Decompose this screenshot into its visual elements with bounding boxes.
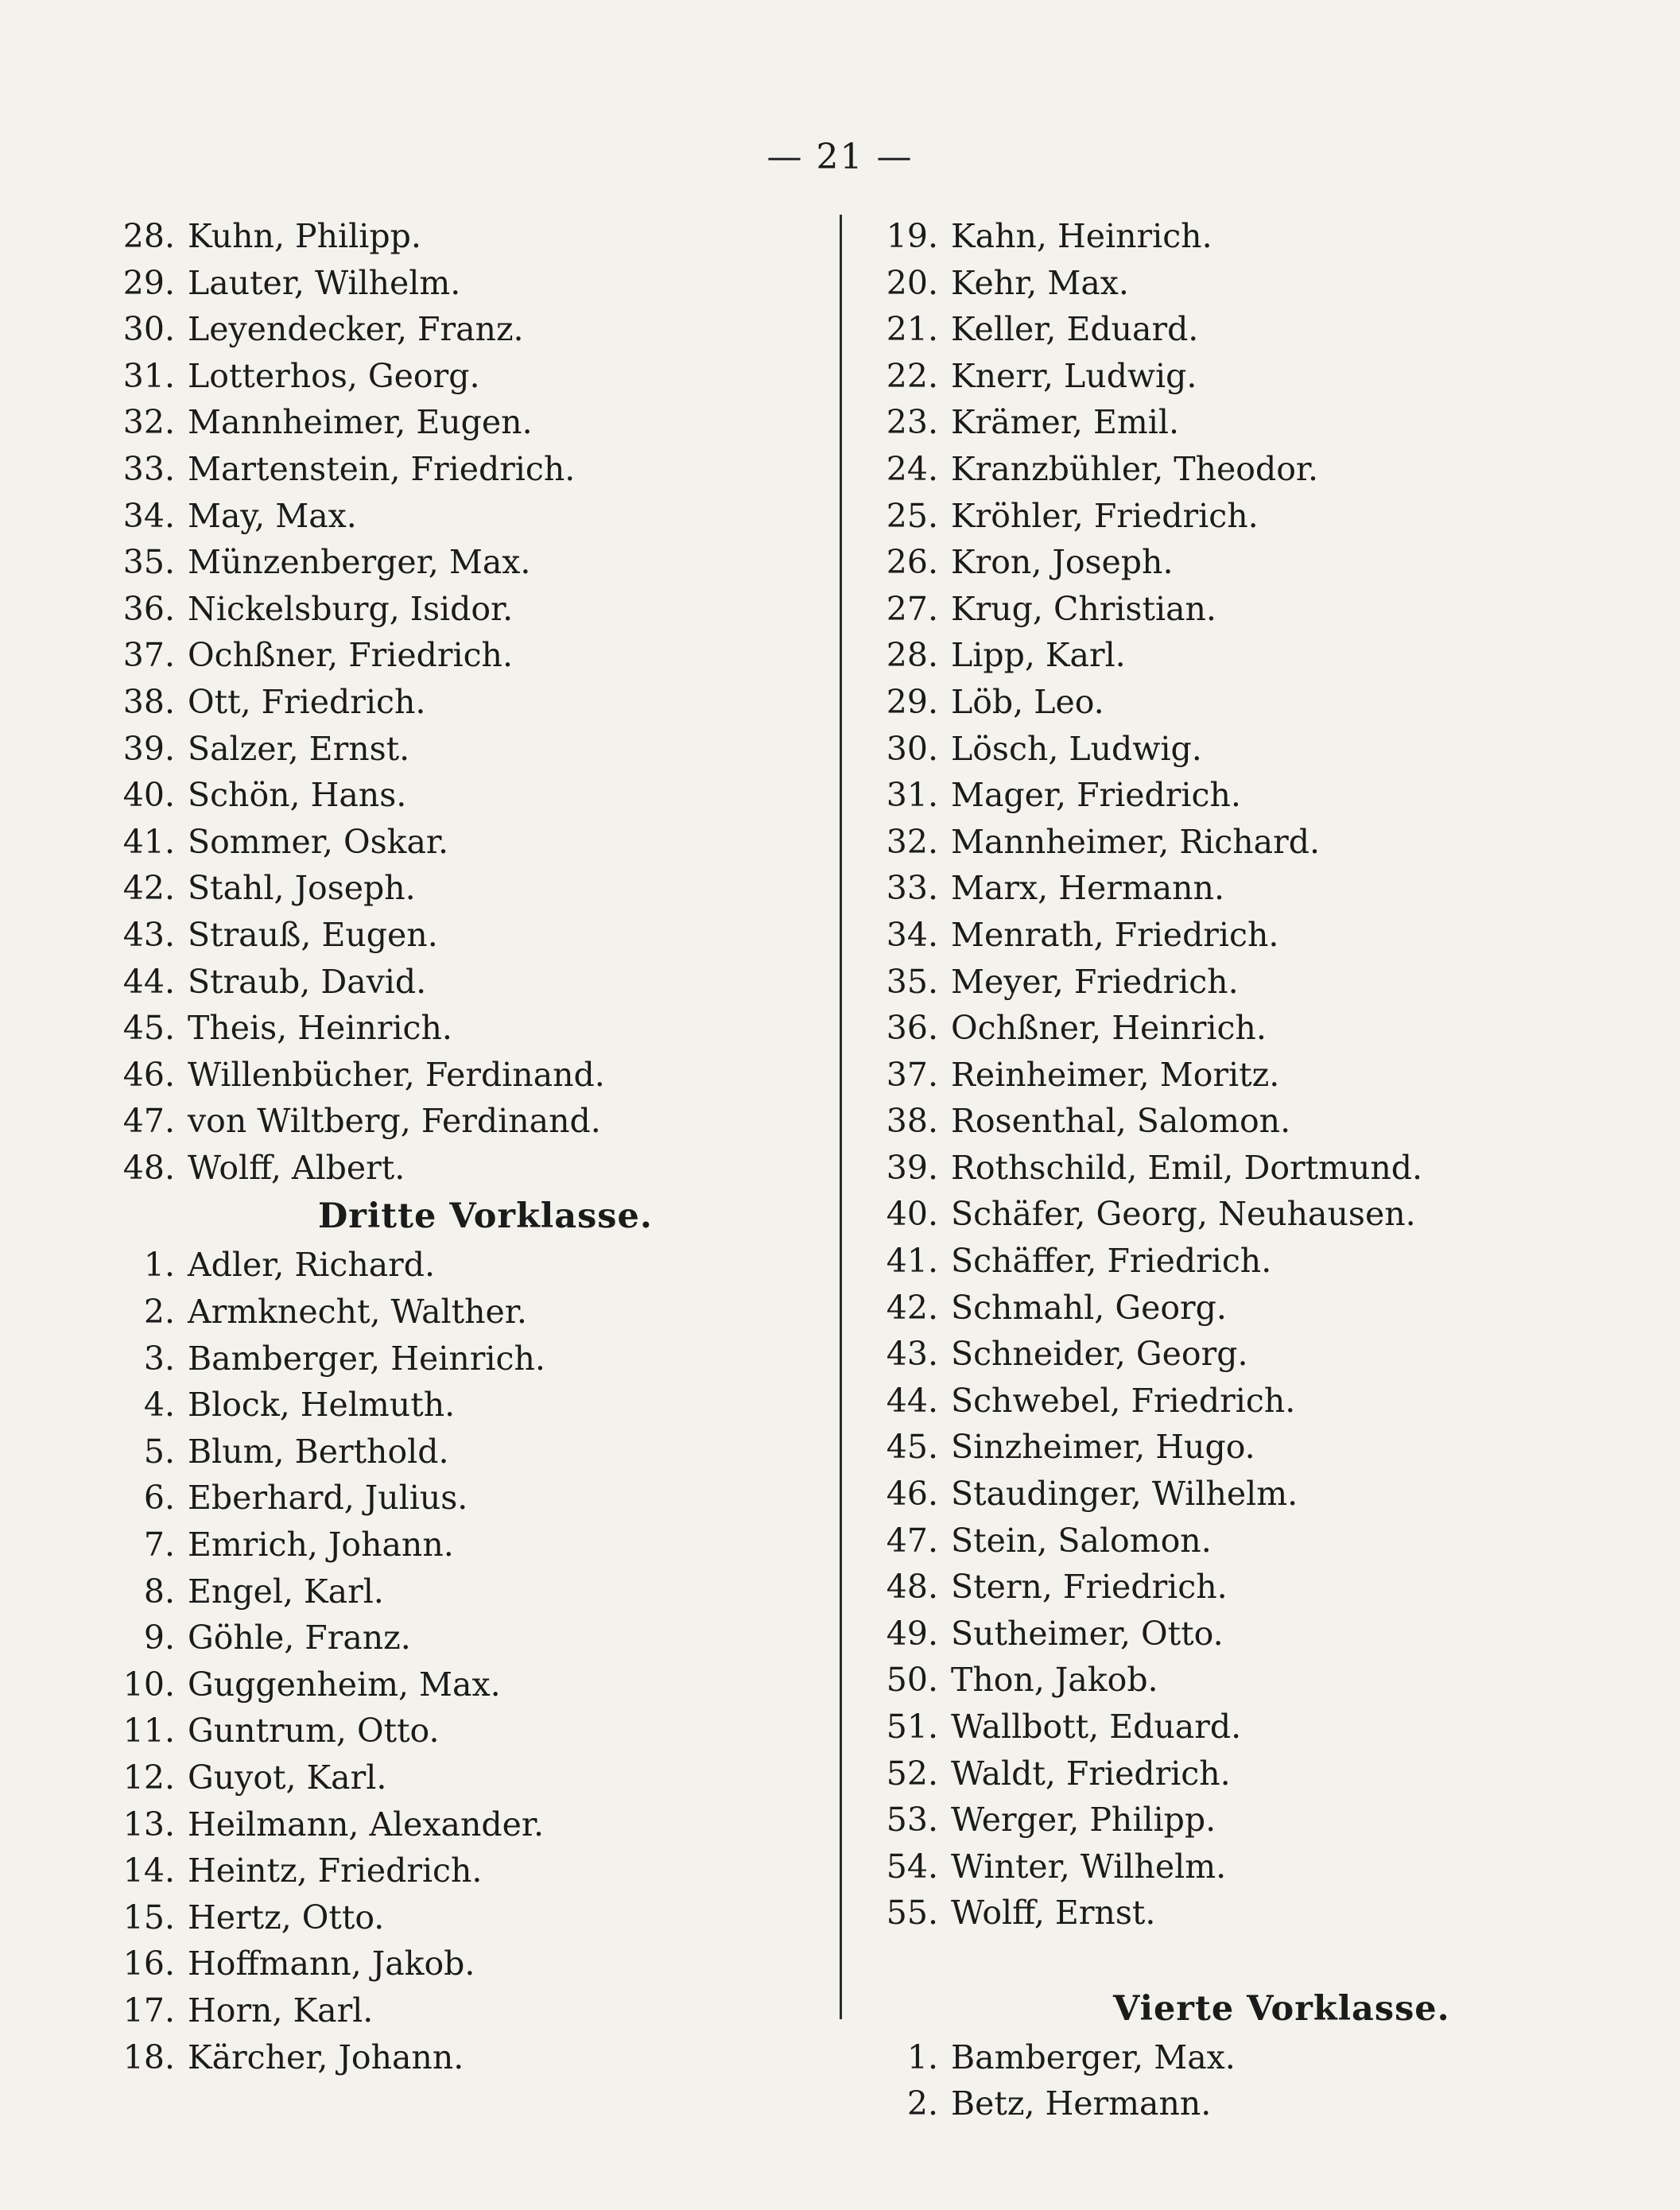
student-name: Schön, Hans.	[188, 776, 407, 815]
item-number: 2.	[143, 1293, 175, 1332]
student-name: Keller, Eduard.	[951, 310, 1199, 349]
student-name: Schneider, Georg.	[951, 1335, 1248, 1374]
list-item	[875, 1751, 1606, 1797]
list-item	[119, 1242, 819, 1289]
item-number: 35.	[886, 962, 938, 1001]
list-item	[875, 679, 1606, 726]
right-column	[875, 213, 1606, 2127]
list-item	[875, 1145, 1606, 1192]
list-item	[119, 260, 819, 307]
list-item	[119, 772, 819, 819]
section-heading-vierte-vorklasse: Vierte Vorklasse.	[1113, 1988, 1450, 2029]
list-item	[875, 306, 1606, 353]
spacer	[875, 1937, 1606, 1983]
item-number: 35.	[122, 543, 175, 582]
item-number: 25.	[886, 496, 938, 535]
item-number: 3.	[143, 1339, 175, 1378]
item-number: 32.	[886, 822, 938, 861]
list-item	[119, 865, 819, 912]
student-name: Heilmann, Alexander.	[188, 1805, 545, 1844]
student-name: Winter, Wilhelm.	[951, 1847, 1227, 1886]
item-number: 24.	[886, 449, 938, 488]
student-name: Heintz, Friedrich.	[188, 1851, 483, 1890]
list-item	[119, 1708, 819, 1754]
list-item	[875, 1611, 1606, 1658]
item-number: 44.	[886, 1381, 938, 1420]
item-number: 34.	[122, 496, 175, 535]
list-item	[119, 1894, 819, 1941]
list-item	[119, 539, 819, 586]
right-list-a	[875, 213, 1606, 1937]
item-number: 55.	[886, 1894, 938, 1933]
student-name: Rosenthal, Salomon.	[951, 1102, 1291, 1141]
list-item	[119, 1098, 819, 1145]
list-item	[119, 213, 819, 260]
student-name: Göhle, Franz.	[188, 1619, 411, 1658]
item-number: 15.	[122, 1898, 175, 1937]
student-name: Strauß, Eugen.	[188, 915, 438, 954]
item-number: 54.	[886, 1847, 938, 1886]
item-number: 27.	[886, 589, 938, 628]
list-item	[875, 1890, 1606, 1937]
left-column	[119, 213, 819, 2080]
student-name: Mager, Friedrich.	[951, 776, 1241, 815]
list-item	[119, 1145, 819, 1192]
item-number: 45.	[122, 1009, 175, 1048]
student-name: Ott, Friedrich.	[188, 682, 426, 721]
item-number: 1.	[906, 2037, 938, 2076]
list-item	[875, 1657, 1606, 1704]
student-name: Münzenberger, Max.	[188, 543, 531, 582]
student-name: Staudinger, Wilhelm.	[951, 1475, 1298, 1514]
student-name: Löb, Leo.	[951, 682, 1104, 721]
student-name: Betz, Hermann.	[951, 2084, 1212, 2123]
item-number: 26.	[886, 543, 938, 582]
list-item	[875, 1098, 1606, 1145]
list-item	[875, 819, 1606, 866]
student-name: Kärcher, Johann.	[188, 2037, 464, 2076]
list-item	[875, 1191, 1606, 1238]
student-name: Rothschild, Emil, Dortmund.	[951, 1148, 1423, 1187]
student-name: Ochßner, Heinrich.	[951, 1009, 1267, 1048]
item-number: 32.	[122, 403, 175, 442]
list-item	[875, 1005, 1606, 1052]
student-name: Adler, Richard.	[188, 1246, 436, 1285]
item-number: 47.	[122, 1102, 175, 1141]
student-name: Emrich, Johann.	[188, 1526, 454, 1564]
student-name: Eberhard, Julius.	[188, 1479, 468, 1518]
student-name: Block, Helmuth.	[188, 1386, 456, 1425]
item-number: 50.	[886, 1661, 938, 1700]
student-name: Theis, Heinrich.	[188, 1009, 452, 1048]
student-name: Kahn, Heinrich.	[951, 217, 1212, 255]
student-name: Sutheimer, Otto.	[951, 1614, 1224, 1653]
list-item	[119, 1522, 819, 1568]
list-item	[119, 2034, 819, 2081]
item-number: 39.	[122, 729, 175, 768]
student-name: Lipp, Karl.	[951, 636, 1126, 675]
list-item	[875, 493, 1606, 540]
item-number: 2.	[906, 2084, 938, 2123]
column-divider	[840, 215, 842, 2019]
list-item	[119, 1941, 819, 1987]
item-number: 45.	[886, 1428, 938, 1467]
student-name: Kranzbühler, Theodor.	[951, 449, 1319, 488]
item-number: 21.	[886, 310, 938, 349]
list-item	[875, 260, 1606, 307]
item-number: 17.	[122, 1991, 175, 2030]
student-name: Menrath, Friedrich.	[951, 915, 1279, 954]
student-name: Armknecht, Walther.	[188, 1293, 527, 1332]
item-number: 28.	[122, 217, 175, 255]
student-name: Martenstein, Friedrich.	[188, 449, 576, 488]
student-name: Meyer, Friedrich.	[951, 962, 1239, 1001]
item-number: 31.	[886, 776, 938, 815]
item-number: 43.	[122, 915, 175, 954]
student-name: Kron, Joseph.	[951, 543, 1174, 582]
student-name: Mannheimer, Richard.	[951, 822, 1320, 861]
item-number: 20.	[886, 263, 938, 302]
student-name: Krämer, Emil.	[951, 403, 1180, 442]
item-number: 7.	[143, 1526, 175, 1564]
item-number: 33.	[886, 869, 938, 908]
student-name: Straub, David.	[188, 962, 427, 1001]
list-item	[119, 726, 819, 773]
left-list-a	[119, 213, 819, 1191]
student-name: Nickelsburg, Isidor.	[188, 589, 514, 628]
list-item	[875, 1704, 1606, 1751]
student-name: Hoffmann, Jakob.	[188, 1944, 475, 1983]
list-item	[119, 586, 819, 633]
item-number: 14.	[122, 1851, 175, 1890]
student-name: Mannheimer, Eugen.	[188, 403, 533, 442]
list-item	[875, 1518, 1606, 1564]
student-name: Lösch, Ludwig.	[951, 729, 1202, 768]
list-item	[119, 353, 819, 400]
student-name: Kuhn, Philipp.	[188, 217, 421, 255]
list-item	[875, 399, 1606, 446]
list-item	[119, 819, 819, 866]
item-number: 42.	[886, 1288, 938, 1327]
item-number: 19.	[886, 217, 938, 255]
item-number: 38.	[122, 682, 175, 721]
item-number: 49.	[886, 1614, 938, 1653]
list-item	[875, 1844, 1606, 1890]
student-name: Wolff, Albert.	[188, 1148, 405, 1187]
item-number: 48.	[122, 1148, 175, 1187]
list-item	[119, 1336, 819, 1382]
item-number: 30.	[122, 310, 175, 349]
item-number: 29.	[886, 682, 938, 721]
list-item	[875, 726, 1606, 773]
item-number: 38.	[886, 1102, 938, 1141]
student-name: Werger, Philipp.	[951, 1801, 1216, 1840]
list-item	[875, 586, 1606, 633]
student-name: Marx, Hermann.	[951, 869, 1224, 908]
item-number: 44.	[122, 962, 175, 1001]
item-number: 41.	[122, 822, 175, 861]
item-number: 51.	[886, 1708, 938, 1746]
list-item	[119, 493, 819, 540]
list-item	[875, 772, 1606, 819]
list-item	[875, 1471, 1606, 1518]
list-item	[119, 1429, 819, 1475]
student-name: Wallbott, Eduard.	[951, 1708, 1242, 1746]
left-list-b	[119, 1242, 819, 2080]
list-item	[119, 1987, 819, 2034]
student-name: Schmahl, Georg.	[951, 1288, 1227, 1327]
item-number: 16.	[122, 1944, 175, 1983]
list-item	[875, 632, 1606, 679]
list-item	[119, 959, 819, 1006]
student-name: Leyendecker, Franz.	[188, 310, 524, 349]
item-number: 10.	[122, 1665, 175, 1704]
list-item	[875, 865, 1606, 912]
list-item	[875, 213, 1606, 260]
item-number: 43.	[886, 1335, 938, 1374]
student-name: Sinzheimer, Hugo.	[951, 1428, 1255, 1467]
page-number: — 21 —	[766, 137, 914, 177]
item-number: 36.	[122, 589, 175, 628]
student-name: Lauter, Wilhelm.	[188, 263, 461, 302]
list-item	[875, 959, 1606, 1006]
list-item	[119, 1052, 819, 1099]
list-item	[875, 1052, 1606, 1099]
item-number: 42.	[122, 869, 175, 908]
item-number: 1.	[143, 1246, 175, 1285]
item-number: 39.	[886, 1148, 938, 1187]
list-item	[119, 306, 819, 353]
list-item	[119, 1005, 819, 1052]
list-item	[875, 1285, 1606, 1332]
list-item	[119, 912, 819, 959]
student-name: Krug, Christian.	[951, 589, 1216, 628]
student-name: Blum, Berthold.	[188, 1432, 449, 1471]
list-item	[875, 1424, 1606, 1471]
list-item	[875, 2080, 1606, 2127]
student-name: Schwebel, Friedrich.	[951, 1381, 1296, 1420]
student-name: Stern, Friedrich.	[951, 1568, 1228, 1607]
list-item	[119, 1615, 819, 1661]
student-name: Bamberger, Heinrich.	[188, 1339, 545, 1378]
student-name: Bamberger, Max.	[951, 2037, 1236, 2076]
item-number: 34.	[886, 915, 938, 954]
student-name: Schäfer, Georg, Neuhausen.	[951, 1195, 1416, 1234]
item-number: 48.	[886, 1568, 938, 1607]
item-number: 22.	[886, 356, 938, 395]
student-name: Wolff, Ernst.	[951, 1894, 1156, 1933]
item-number: 9.	[143, 1619, 175, 1658]
section-heading-dritte-vorklasse: Dritte Vorklasse.	[318, 1196, 653, 1237]
student-name: Knerr, Ludwig.	[951, 356, 1197, 395]
item-number: 30.	[886, 729, 938, 768]
student-name: Kehr, Max.	[951, 263, 1129, 302]
item-number: 37.	[886, 1055, 938, 1094]
item-number: 23.	[886, 403, 938, 442]
item-number: 46.	[886, 1475, 938, 1514]
list-item	[875, 446, 1606, 493]
item-number: 52.	[886, 1754, 938, 1793]
list-item	[119, 1801, 819, 1848]
student-name: von Wiltberg, Ferdinand.	[188, 1102, 601, 1141]
list-item	[875, 1238, 1606, 1285]
student-name: Schäffer, Friedrich.	[951, 1242, 1272, 1281]
list-item	[119, 1847, 819, 1894]
item-number: 5.	[143, 1432, 175, 1471]
list-item	[119, 1289, 819, 1336]
list-item	[119, 1568, 819, 1615]
item-number: 12.	[122, 1758, 175, 1797]
student-name: Guntrum, Otto.	[188, 1712, 440, 1751]
student-name: Lotterhos, Georg.	[188, 356, 480, 395]
student-name: Kröhler, Friedrich.	[951, 496, 1259, 535]
list-item	[875, 2034, 1606, 2081]
list-item	[875, 912, 1606, 959]
item-number: 46.	[122, 1055, 175, 1094]
list-item	[875, 1797, 1606, 1844]
list-item	[875, 1378, 1606, 1425]
student-name: Horn, Karl.	[188, 1991, 374, 2030]
item-number: 28.	[886, 636, 938, 675]
item-number: 40.	[886, 1195, 938, 1234]
item-number: 33.	[122, 449, 175, 488]
student-name: May, Max.	[188, 496, 357, 535]
list-item	[875, 353, 1606, 400]
student-name: Stahl, Joseph.	[188, 869, 416, 908]
student-name: Ochßner, Friedrich.	[188, 636, 513, 675]
student-name: Stein, Salomon.	[951, 1521, 1212, 1560]
list-item	[875, 539, 1606, 586]
item-number: 31.	[122, 356, 175, 395]
student-name: Reinheimer, Moritz.	[951, 1055, 1280, 1094]
item-number: 40.	[122, 776, 175, 815]
right-list-b	[875, 2034, 1606, 2127]
list-item	[875, 1331, 1606, 1378]
item-number: 41.	[886, 1242, 938, 1281]
list-item	[875, 1564, 1606, 1611]
item-number: 13.	[122, 1805, 175, 1844]
list-item	[119, 632, 819, 679]
student-name: Sommer, Oskar.	[188, 822, 449, 861]
student-name: Guyot, Karl.	[188, 1758, 387, 1797]
item-number: 11.	[122, 1712, 175, 1751]
list-item	[119, 1475, 819, 1522]
item-number: 37.	[122, 636, 175, 675]
student-name: Hertz, Otto.	[188, 1898, 385, 1937]
item-number: 53.	[886, 1801, 938, 1840]
student-name: Willenbücher, Ferdinand.	[188, 1055, 605, 1094]
list-item	[119, 446, 819, 493]
student-name: Engel, Karl.	[188, 1572, 384, 1611]
student-name: Waldt, Friedrich.	[951, 1754, 1231, 1793]
item-number: 29.	[122, 263, 175, 302]
list-item	[119, 399, 819, 446]
item-number: 6.	[143, 1479, 175, 1518]
item-number: 8.	[143, 1572, 175, 1611]
student-name: Guggenheim, Max.	[188, 1665, 501, 1704]
list-item	[119, 1754, 819, 1801]
item-number: 18.	[122, 2037, 175, 2076]
list-item	[119, 1661, 819, 1708]
item-number: 47.	[886, 1521, 938, 1560]
list-item	[119, 1382, 819, 1429]
list-item	[119, 679, 819, 726]
student-name: Salzer, Ernst.	[188, 729, 410, 768]
item-number: 4.	[143, 1386, 175, 1425]
item-number: 36.	[886, 1009, 938, 1048]
student-name: Thon, Jakob.	[951, 1661, 1158, 1700]
